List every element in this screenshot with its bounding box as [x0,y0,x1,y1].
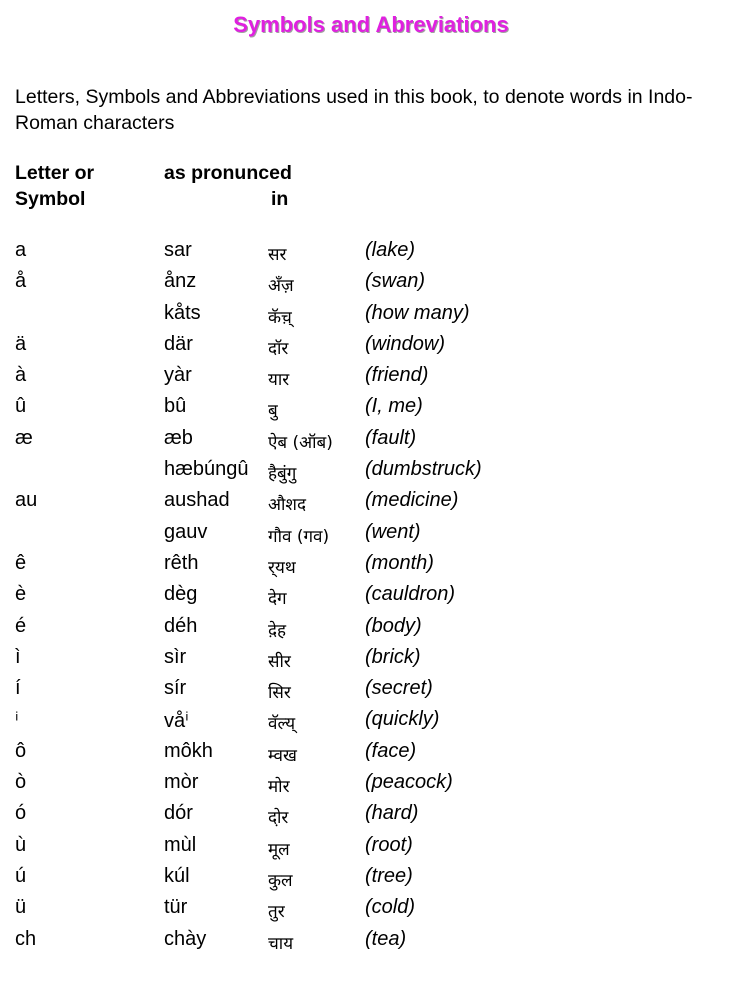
row-devanagari-word: चाय [268,933,294,954]
row-roman-word: våⁱ [164,710,189,733]
row-meaning: (tea) [365,927,407,950]
table-row [0,583,742,614]
table-row [0,552,742,583]
row-roman-word: chày [164,927,207,950]
row-meaning: (how many) [365,301,470,324]
table-row [0,427,742,458]
row-devanagari-word: सिर [268,683,291,704]
row-devanagari-word: कॅच़् [268,307,292,328]
row-letter: ä [15,332,27,355]
row-devanagari-word: मूल [268,839,290,860]
row-letter: ê [15,551,27,574]
row-devanagari-word: दे़ह [268,620,287,641]
row-letter: ì [15,645,21,668]
table-row [0,834,742,865]
row-roman-word: sìr [164,645,187,668]
row-letter: ò [15,771,27,794]
row-devanagari-word: देग [268,589,287,610]
row-roman-word: bû [164,395,187,418]
table-row [0,333,742,364]
row-devanagari-word: ऐब (ऑब) [268,432,333,453]
row-roman-word: tür [164,896,188,919]
symbol-table [0,239,742,959]
table-row [0,771,742,802]
row-roman-word: æb [164,426,193,449]
row-meaning: (quickly) [365,708,440,731]
row-meaning: (went) [365,520,421,543]
letter-column-header [15,160,94,212]
row-meaning: (body) [365,614,422,637]
row-meaning: (lake) [365,239,416,261]
row-devanagari-word: यार [268,370,290,391]
row-devanagari-word: अँज़ [268,276,294,297]
row-roman-word: rêth [164,551,199,574]
row-roman-word: yàr [164,364,192,387]
row-meaning: (fault) [365,426,417,449]
row-devanagari-word: औशद [268,495,306,516]
row-meaning: (cold) [365,896,416,919]
row-roman-word: môkh [164,739,213,762]
row-devanagari-word: म्वख [268,745,297,766]
row-devanagari-word: गौव (गव) [268,526,330,547]
row-devanagari-word: मोर [268,777,290,798]
row-devanagari-word: र्‌यथ [268,557,296,578]
row-letter: é [15,614,27,637]
row-letter: au [15,489,38,512]
row-roman-word: där [164,332,193,355]
table-row [0,896,742,927]
table-row [0,646,742,677]
table-row [0,458,742,489]
row-meaning: (peacock) [365,771,453,794]
row-meaning: (swan) [365,270,426,293]
row-letter: a [15,239,27,261]
row-devanagari-word: बु [268,401,278,422]
row-letter: ⁱ [15,710,19,733]
table-row [0,677,742,708]
row-devanagari-word: हैबुंगु [268,464,297,485]
pron-header-line1: as pronunced [164,162,292,184]
table-row [0,865,742,896]
row-roman-word: gauv [164,520,208,543]
row-meaning: (I, me) [365,395,423,418]
table-row [0,270,742,301]
intro-paragraph: Letters, Symbols and Abbreviations used in this book, to denote words in Indo-Roman characters [15,86,693,134]
row-roman-word: déh [164,614,198,637]
row-roman-word: mòr [164,771,199,794]
row-devanagari-word: सीर [268,651,291,672]
row-meaning: (cauldron) [365,583,456,606]
row-meaning: (dumbstruck) [365,458,482,481]
row-letter: ú [15,864,27,887]
row-roman-word: kåts [164,301,201,324]
table-row [0,302,742,333]
table-row [0,364,742,395]
row-meaning: (medicine) [365,489,459,512]
row-meaning: (hard) [365,802,419,825]
row-letter: à [15,364,27,387]
row-devanagari-word: कुल [268,870,293,891]
row-letter: ù [15,833,27,856]
row-roman-word: aushad [164,489,230,512]
table-row [0,615,742,646]
row-letter: ch [15,927,37,950]
row-meaning: (friend) [365,364,429,387]
row-meaning: (month) [365,551,434,574]
row-letter: å [15,270,27,293]
row-meaning: (secret) [365,677,433,700]
table-row [0,395,742,426]
letter-header-line2: Symbol [15,188,86,210]
pron-header-line2: in [271,188,289,210]
row-letter: û [15,395,27,418]
row-devanagari-word: तुर [268,902,285,923]
letter-header-line1: Letter or [15,162,95,184]
table-row [0,239,742,270]
row-meaning: (brick) [365,645,421,668]
row-devanagari-word: दॉर [268,338,289,359]
row-roman-word: dèg [164,583,198,606]
row-letter: í [15,677,21,700]
row-meaning: (face) [365,739,417,762]
table-row [0,802,742,833]
row-meaning: (root) [365,833,413,856]
page-title: Symbols and Abreviations [233,12,509,37]
row-roman-word: hæbúngû [164,458,249,481]
row-roman-word: mùl [164,833,197,856]
row-roman-word: ånz [164,270,197,293]
row-devanagari-word: वॅल्य् [268,714,296,735]
table-row [0,708,742,739]
row-roman-word: sír [164,677,187,700]
row-roman-word: sar [164,239,192,261]
row-letter: ó [15,802,27,825]
table-row [0,489,742,520]
row-letter: è [15,583,27,606]
row-devanagari-word: दो़र [268,808,289,829]
row-roman-word: kúl [164,864,190,887]
row-meaning: (tree) [365,864,413,887]
row-letter: æ [15,426,33,449]
row-roman-word: dór [164,802,193,825]
row-letter: ü [15,896,27,919]
table-row [0,740,742,771]
table-row [0,521,742,552]
pronounced-column-header [164,160,292,212]
row-devanagari-word: सर [268,245,287,265]
table-row [0,928,742,959]
row-letter: ô [15,739,27,762]
row-meaning: (window) [365,332,446,355]
